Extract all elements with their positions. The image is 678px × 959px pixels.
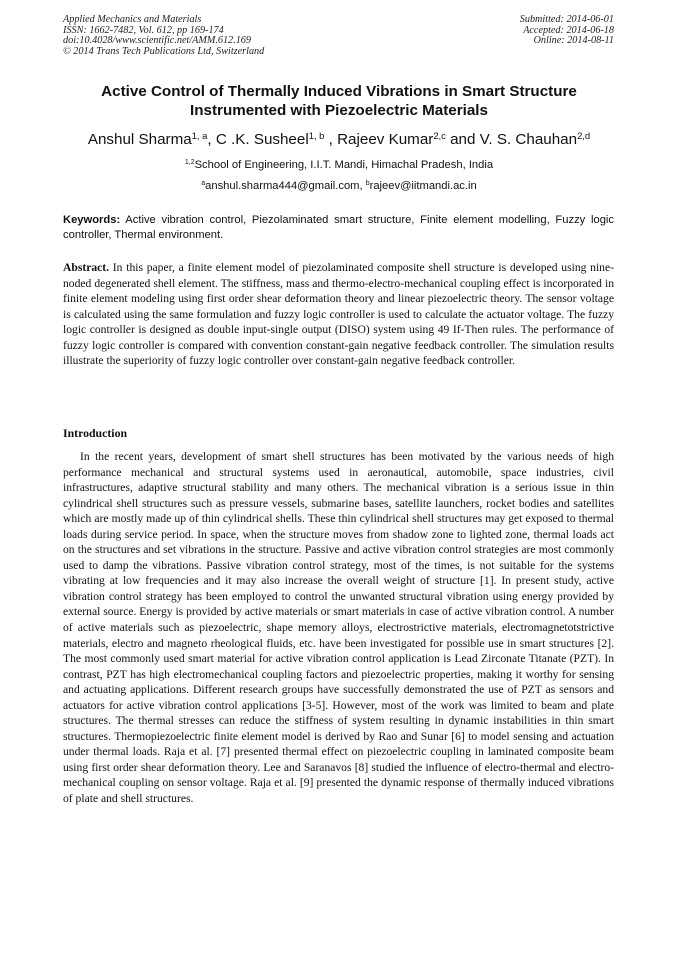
author-emails [30, 179, 648, 193]
journal-name: Applied Mechanics and Materials [63, 14, 202, 25]
keywords-text: Active vibration control, Piezolaminated smart structure, Finite element modelling, Fuzzy logic controller, Thermal environment. [63, 214, 614, 241]
author-list [30, 131, 648, 149]
affiliation [30, 158, 648, 172]
paper-title-line-1: Active Control of Thermally Induced Vibrations in Smart Structure [101, 83, 577, 100]
introduction-paragraph: In the recent years, development of smart shell structures has been motivated by the various needs of high performance mechanical and structural systems used in aeronautical, automobile, space industries, civil infrastructures, adaptive structural stability and many others. The mechanical vibration is a serious issue in thin cylindrical shell structures such as pressure vessels, submarine bases, satellite launchers, rocket bodies and satellites which are mostly made up of thin cylindrical shells. These thin cylindrical shell structures may get exposed to thermal loads during service period. In space, when the structure moves from shadow zone to lighted zone, thermal loads act on the structures and set vibrations in the structure. Passive and active vibration control strategies are most commonly used to damp the vibrations. Passive vibration control strategy, most of the times, is not suitable for the systems vibrating at low frequencies and it may also increase the overall weight of structure [1]. In present study, active vibration control strategy has been employed to control the unwanted structural vibration using energy provided by external source. Energy is provided by active materials or smart materials in case of active vibration control. A number of active materials such as piezoelectric, shape memory alloys, electrostrictive materials, electromagnetotstrictive materials, electro and magneto rheological fluids, etc. have been investigated for possible use in smart structures [2]. The most commonly used smart material for active vibration control application is Lead Zirconate Titanate (PZT). In contrast, PZT has high electromechanical coupling factors and piezoelectric properties, making it worthy for sensing and actuating applications. Different research groups have successfully demonstrated the use of PZT as sensors and actuators for active vibration control applications [3-5]. However, most of the work was limited to beam and plate structures. The thermal stresses can reduce the stiffness of system resulting in dynamic instabilities in thin smart structures. Thermopiezoelectric finite element model is derived by Rao and Sunar [6] to model sensing and actuation under thermal loads. Raja et al. [7] presented thermal effect on piezoelectric coupling in laminated composite beam using first order shear deformation theory. Lee and Saranavos [8] studied the influence of electro-thermal and electro-mechanical coupling on sensor voltage. Raja et al. [9] presented the dynamic response of thermally induced vibrations of plate and shell structures. [63, 450, 614, 806]
online-date: Online: 2014-08-11 [533, 35, 614, 47]
affiliation-text: School of Engineering, I.I.T. Mandi, Himachal Pradesh, India [194, 159, 494, 171]
author-affiliation-mark: 2,d [577, 129, 591, 141]
publication-dates [520, 15, 614, 47]
paper-title-line-2: Instrumented with Piezoelectric Materials [190, 102, 488, 119]
keywords-paragraph [63, 213, 614, 243]
author-affiliation-mark: 1, a [191, 129, 208, 141]
author-name: Anshul Sharma [87, 131, 192, 148]
author-separator: , [324, 131, 338, 148]
abstract-text: In this paper, a finite element model of piezolaminated composite shell structure is developed using nine-noded degenerated shell element. The stiffness, mass and thermo-electro-mechanical coupling effect is incorporated in finite element modeling using first order shear deformation theory and linear piezoelectric theory. The sensor voltage is calculated using the same formulation and fuzzy logic controller is used to calculate the actuator voltage. The fuzzy logic controller is designed as double input-single output (DISO) system using 49 If-Then rules. The performance of fuzzy logic controller is compared with convention constant-gain negative feedback controller. The simulation results illustrate the superiority of fuzzy logic controller over constant-gain negative feedback controller. [63, 261, 614, 368]
email-link[interactable]: anshul.sharma444@gmail.com [205, 180, 360, 192]
accepted-date: Accepted: 2014-06-18 [523, 24, 614, 36]
author-name: Rajeev Kumar [337, 131, 434, 148]
journal-doi: doi:10.4028/www.scientific.net/AMM.612.169 [63, 35, 251, 47]
submitted-date: Submitted: 2014-06-01 [519, 14, 614, 25]
email-link[interactable]: rajeev@iitmandi.ac.in [369, 180, 477, 192]
author-separator: and [445, 131, 480, 148]
author-name: V. S. Chauhan [479, 131, 578, 148]
author-affiliation-mark: 1, b [308, 129, 325, 141]
paper-title [60, 82, 618, 120]
abstract-label: Abstract. [63, 261, 110, 274]
keywords-label: Keywords: [63, 214, 121, 226]
author-separator: , [207, 131, 216, 148]
email-separator: , [359, 180, 366, 192]
author-name: C .K. Susheel [215, 131, 309, 148]
journal-info [63, 15, 264, 57]
author-affiliation-mark: 2,c [433, 129, 446, 141]
journal-issn: ISSN: 1662-7482, Vol. 612, pp 169-174 [63, 24, 224, 36]
section-heading: Introduction [63, 426, 128, 440]
affiliation-mark: 1,2 [184, 159, 195, 167]
abstract-paragraph [63, 260, 614, 369]
email-mark: b [365, 180, 370, 188]
journal-copyright: © 2014 Trans Tech Publications Ltd, Switzerland [63, 45, 265, 57]
email-mark: a [201, 180, 206, 188]
